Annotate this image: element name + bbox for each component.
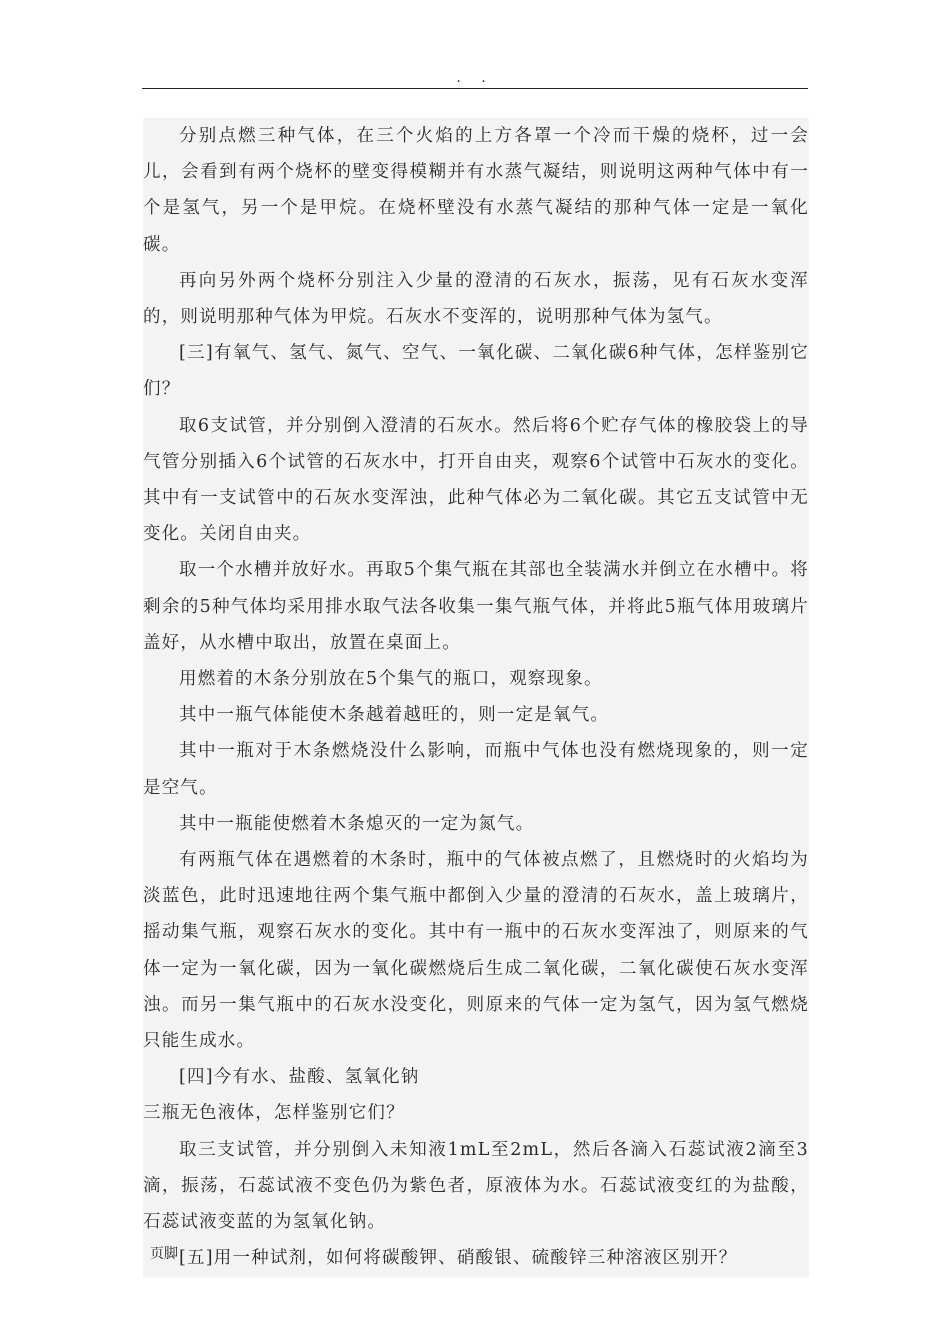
- page-footer: 页脚: [150, 1246, 178, 1262]
- section-heading-3: [三]有氧气、氢气、氮气、空气、一氧化碳、二氧化碳6种气体，怎样鉴别它们？: [143, 343, 809, 400]
- paragraph: 其中一瓶对于木条燃烧没什么影响，而瓶中气体也没有燃烧现象的，则一定是空气。: [143, 741, 809, 798]
- paragraph: 分别点燃三种气体，在三个火焰的上方各罩一个冷而干燥的烧杯，过一会儿，会看到有两个烧杯的壁变得模糊并有水蒸气凝结，则说明这两种气体中有一个是氢气，另一个是甲烷。在烧杯壁没有水蒸气凝结的那种气体一定是一氧化碳。: [143, 126, 809, 255]
- paragraph: 取6支试管，并分别倒入澄清的石灰水。然后将6个贮存气体的橡胶袋上的导气管分别插入6个试管的石灰水中，打开自由夹，观察6个试管中石灰水的变化。其中有一支试管中的石灰水变浑浊，此种气体必为二氧化碳。其它五支试管中无变化。关闭自由夹。: [143, 415, 809, 545]
- section-heading-4: [四]今有水、盐酸、氢氧化钠: [179, 1067, 420, 1088]
- document-body: [143, 118, 809, 1277]
- paragraph: 其中一瓶能使燃着木条熄灭的一定为氮气。: [179, 813, 535, 834]
- paragraph: 其中一瓶气体能使木条越着越旺的，则一定是氧气。: [179, 705, 610, 726]
- section-heading-5: [五]用一种试剂，如何将碳酸钾、硝酸银、硫酸锌三种溶液区别开？: [179, 1248, 738, 1269]
- paragraph: 有两瓶气体在遇燃着的木条时，瓶中的气体被点燃了，且燃烧时的火焰均为淡蓝色，此时迅速地往两个集气瓶中都倒入少量的澄清的石灰水，盖上玻璃片，摇动集气瓶，观察石灰水的变化。其中有一瓶中的石灰水变浑浊了，则原来的气体一定为一氧化碳，因为一氧化碳燃烧后生成二氧化碳，二氧化碳使石灰水变浑浊。而另一集气瓶中的石灰水没变化，则原来的气体一定为氢气，因为氢气燃烧只能生成水。: [143, 850, 809, 1052]
- header-divider: [142, 88, 808, 89]
- paragraph: 再向另外两个烧杯分别注入少量的澄清的石灰水，振荡，见有石灰水变浑的，则说明那种气体为甲烷。石灰水不变浑的，说明那种气体为氢气。: [143, 270, 809, 328]
- paragraph: 用燃着的木条分别放在5个集气的瓶口，观察现象。: [179, 669, 603, 690]
- paragraph: 取一个水槽并放好水。再取5个集气瓶在其部也全装满水并倒立在水槽中。将剩余的5种气体均采用排水取气法各收集一集气瓶气体，并将此5瓶气体用玻璃片盖好，从水槽中取出，放置在桌面上。: [143, 560, 809, 653]
- paragraph: 取三支试管，并分别倒入未知液1mL至2mL，然后各滴入石蕊试液2滴至3滴，振荡，石蕊试液不变色仍为紫色者，原液体为水。石蕊试液变红的为盐酸，石蕊试液变蓝的为氢氧化钠。: [143, 1139, 809, 1233]
- header-mark: . .: [456, 70, 494, 86]
- paragraph: 三瓶无色液体，怎样鉴别它们？: [143, 1103, 405, 1124]
